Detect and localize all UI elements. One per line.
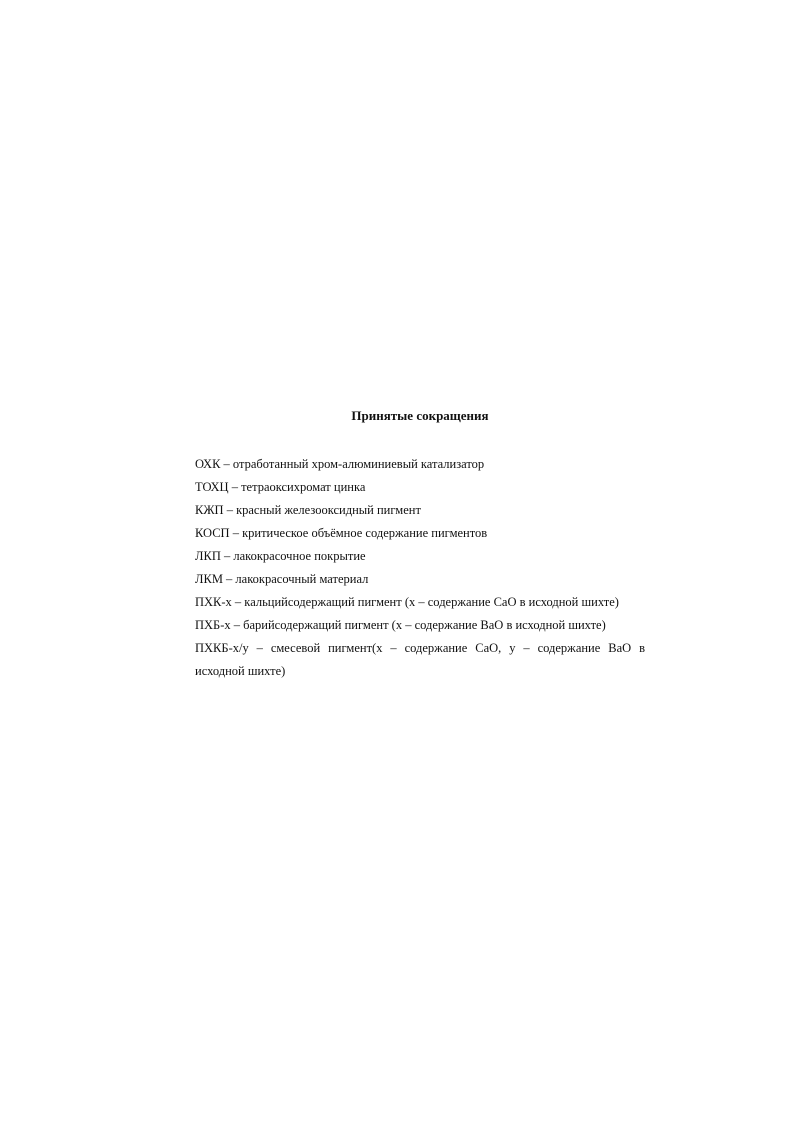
abbreviation-item-line1: ПХКБ-х/у – смесевой пигмент(х – содержание СаО, у – содержание ВаО в (195, 641, 645, 655)
abbreviation-item: ТОХЦ – тетраоксихромат цинка (195, 480, 366, 494)
abbreviation-item: ЛКП – лакокрасочное покрытие (195, 549, 366, 563)
abbreviation-item-multiline (195, 637, 645, 683)
page-title: Принятые сокращения (351, 408, 489, 423)
abbreviation-item: ЛКМ – лакокрасочный материал (195, 572, 369, 586)
abbreviation-item: ПХБ-х – барийсодержащий пигмент (х – содержание ВаО в исходной шихте) (195, 618, 606, 632)
abbreviation-item-line2: исходной шихте) (195, 664, 286, 678)
abbreviation-item: КЖП – красный железооксидный пигмент (195, 503, 421, 517)
abbreviation-list (195, 453, 645, 683)
abbreviation-item: ОХК – отработанный хром-алюминиевый катализатор (195, 457, 485, 471)
abbreviation-item: ПХК-х – кальцийсодержащий пигмент (х – содержание СаО в исходной шихте) (195, 595, 619, 609)
abbreviation-item: КОСП – критическое объёмное содержание пигментов (195, 526, 488, 540)
